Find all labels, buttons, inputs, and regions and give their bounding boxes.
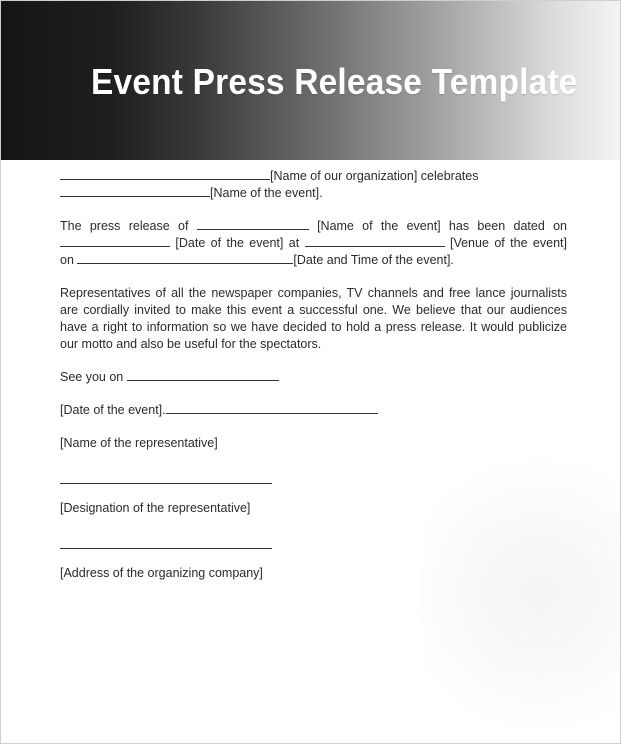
event-name-blank [60,185,210,197]
intro-line-2-text: [Name of the event]. [210,186,323,200]
event-date-blank [166,402,378,414]
title-banner [1,1,620,160]
p1-line-1-lead: The press release of [60,219,189,233]
paragraph-1-line-2 [60,235,567,252]
event-date-line [60,402,567,419]
document-title: Event Press Release Template [91,61,578,102]
press-release-blank [197,218,309,230]
p1-line-2-mid: [Date of the event] at [175,236,300,250]
p1-line-3-tail: [Date and Time of the event]. [293,253,454,267]
intro-line-2 [60,185,567,202]
representative-designation: [Designation of the representative] [60,501,251,515]
organizing-company-address: [Address of the organizing company] [60,566,263,580]
intro-line-1 [60,168,567,185]
intro-line-1-text: [Name of our organization] celebrates [270,169,479,183]
p1-line-2-tail: [Venue of the event] [449,236,567,250]
see-you-text: See you on [60,370,124,384]
see-you-blank [127,369,279,381]
letter-body [60,168,567,582]
date-time-blank [77,252,293,264]
paragraph-1-line-3 [60,252,567,269]
date-blank [60,235,170,247]
p1-line-1-tail: [Name of the event] has been dated on [317,219,567,233]
organization-blank [60,168,270,180]
representative-name: [Name of the representative] [60,436,218,450]
paragraph-1-line-1 [60,218,567,235]
see-you-line [60,369,567,386]
venue-blank [305,235,445,247]
paragraph-2: Representatives of all the newspaper companies, TV channels and free lance journalists are cordially invited to make this event a successful one. We believe that our audiences have a right to information so we have decided to hold a press release. It would publicize our motto and also be useful for the spectators. [60,286,567,351]
p1-line-3-lead: on [60,253,74,267]
event-date-text: [Date of the event]. [60,403,166,417]
